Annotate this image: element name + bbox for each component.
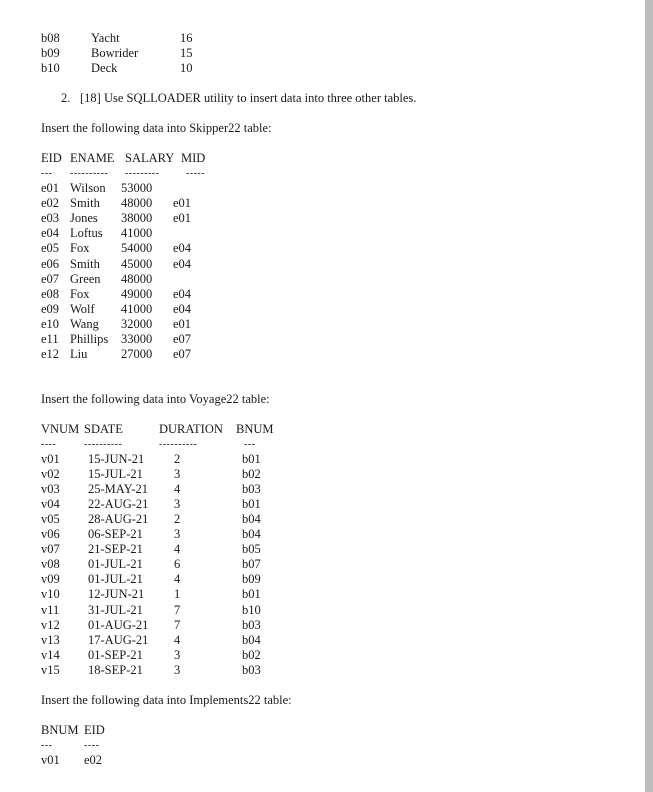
table-cell: b10 xyxy=(242,602,261,617)
table-cell: 1 xyxy=(174,587,181,602)
table-cell: e04 xyxy=(173,301,192,316)
table-cell: v07 xyxy=(41,542,60,557)
boat-type: Deck xyxy=(91,61,118,75)
column-header: VNUM xyxy=(41,422,80,436)
step-number: 2. xyxy=(61,91,71,105)
column-header: SALARY xyxy=(125,151,175,165)
table-cell: b01 xyxy=(242,452,261,466)
table-cell: Green xyxy=(70,271,101,286)
header-rule: --- xyxy=(41,740,53,751)
table-cell: v09 xyxy=(41,572,60,587)
table-cell: e01 xyxy=(173,211,192,226)
table-cell: 22-AUG-21 xyxy=(88,497,149,512)
table-cell: 3 xyxy=(174,467,181,482)
table-cell: b01 xyxy=(242,587,261,602)
table-cell: b09 xyxy=(242,572,261,587)
table-cell: b05 xyxy=(242,542,261,557)
column-header: DURATION xyxy=(159,422,223,436)
column-header: EID xyxy=(41,151,62,165)
header-rule: ---------- xyxy=(70,168,109,179)
table-cell: e10 xyxy=(41,316,60,331)
table-cell: 27000 xyxy=(121,347,153,362)
table-cell: Fox xyxy=(70,241,90,256)
table-cell: 01-AUG-21 xyxy=(88,617,149,632)
boat-value: 16 xyxy=(180,31,193,45)
table-cell: 18-SEP-21 xyxy=(88,662,143,677)
table-cell: 3 xyxy=(174,527,181,542)
table-cell: 3 xyxy=(174,497,181,512)
header-rule: ---- xyxy=(41,439,57,450)
table-cell: 4 xyxy=(174,572,181,587)
table-cell: b07 xyxy=(242,557,261,572)
table-cell: 15-JUN-21 xyxy=(88,452,145,466)
table-cell: 4 xyxy=(174,632,181,647)
column-header: ENAME xyxy=(70,151,115,165)
table-cell: b01 xyxy=(242,497,261,512)
table-cell: 33000 xyxy=(121,332,153,346)
table-cell: 17-AUG-21 xyxy=(88,632,149,647)
table-cell: v03 xyxy=(41,482,60,497)
table-cell: e04 xyxy=(173,256,192,271)
table-cell: e04 xyxy=(173,241,192,256)
table-cell: 32000 xyxy=(121,316,153,331)
boat-id: b09 xyxy=(41,46,60,60)
table-cell: 06-SEP-21 xyxy=(88,527,143,542)
table-cell: v01 xyxy=(41,753,60,767)
header-rule: ----- xyxy=(186,168,206,179)
table-cell: b04 xyxy=(242,632,261,647)
column-header: MID xyxy=(181,151,206,165)
table-cell: 45000 xyxy=(121,256,153,271)
table-cell: v08 xyxy=(41,557,60,572)
table-cell: e06 xyxy=(41,256,60,271)
table-cell: e01 xyxy=(41,181,60,195)
table-cell: v13 xyxy=(41,632,60,647)
table-cell: 4 xyxy=(174,542,181,557)
table-cell: Phillips xyxy=(70,332,109,346)
column-header: SDATE xyxy=(84,422,123,436)
table-cell: b03 xyxy=(242,482,261,497)
table-cell: Jones xyxy=(70,211,98,226)
table-cell: 28-AUG-21 xyxy=(88,512,149,527)
table-cell: 7 xyxy=(174,602,181,617)
table-cell: v15 xyxy=(41,662,60,677)
boat-value: 10 xyxy=(180,61,193,75)
table-cell: e07 xyxy=(173,347,192,362)
column-header: EID xyxy=(84,723,105,737)
table-cell: 38000 xyxy=(121,211,153,226)
table-cell: 48000 xyxy=(121,196,153,211)
table-cell: e09 xyxy=(41,301,60,316)
table-cell: v04 xyxy=(41,497,60,512)
table-cell: Wolf xyxy=(70,301,95,316)
table-cell: e02 xyxy=(84,753,103,767)
table-cell: 12-JUN-21 xyxy=(88,587,145,602)
column-header: BNUM xyxy=(41,723,79,737)
table-cell: 01-JUL-21 xyxy=(88,572,143,587)
table-cell: Wang xyxy=(70,316,99,331)
table-cell: e01 xyxy=(173,316,192,331)
boat-value: 15 xyxy=(180,46,193,60)
table-cell: 4 xyxy=(174,482,181,497)
table-cell: e04 xyxy=(173,286,192,301)
table-cell: e04 xyxy=(41,226,60,241)
skipper-intro: Insert the following data into Skipper22 table: xyxy=(41,121,272,135)
boat-id: b08 xyxy=(41,31,60,45)
table-cell: v05 xyxy=(41,512,60,527)
table-cell: 48000 xyxy=(121,271,153,286)
table-cell: e03 xyxy=(41,211,60,226)
table-cell: e08 xyxy=(41,286,60,301)
table-cell: 7 xyxy=(174,617,181,632)
step-text: [18] Use SQLLOADER utility to insert data into three other tables. xyxy=(80,91,417,105)
table-cell: b03 xyxy=(242,662,261,677)
table-cell: 2 xyxy=(174,512,181,527)
boat-id: b10 xyxy=(41,61,60,75)
table-cell: e07 xyxy=(41,271,60,286)
table-cell: e11 xyxy=(41,332,59,346)
table-cell: Smith xyxy=(70,196,100,211)
table-cell: v02 xyxy=(41,467,60,482)
header-rule: ---- xyxy=(84,740,100,751)
table-cell: 25-MAY-21 xyxy=(88,482,148,497)
table-cell: 3 xyxy=(174,647,181,662)
table-cell: 54000 xyxy=(121,241,153,256)
table-cell: v01 xyxy=(41,452,60,466)
boat-type: Bowrider xyxy=(91,46,139,60)
table-cell: 6 xyxy=(174,557,181,572)
table-cell: 41000 xyxy=(121,301,153,316)
table-cell: 3 xyxy=(174,662,181,677)
table-cell: Loftus xyxy=(70,226,103,241)
table-cell: b02 xyxy=(242,467,261,482)
header-rule: --- xyxy=(244,439,256,450)
table-cell: Smith xyxy=(70,256,100,271)
table-cell: Fox xyxy=(70,286,90,301)
table-cell: e02 xyxy=(41,196,60,211)
table-cell: v12 xyxy=(41,617,60,632)
boat-type: Yacht xyxy=(91,31,120,45)
table-cell: v11 xyxy=(41,602,60,617)
voyage-intro: Insert the following data into Voyage22 table: xyxy=(41,392,270,406)
table-cell: e07 xyxy=(173,332,192,346)
table-cell: v06 xyxy=(41,527,60,542)
header-rule: ---------- xyxy=(84,439,123,450)
table-cell: v14 xyxy=(41,647,60,662)
implements-intro: Insert the following data into Implements22 table: xyxy=(41,693,292,707)
table-cell: Liu xyxy=(70,347,88,362)
table-cell: e05 xyxy=(41,241,60,256)
table-cell: b04 xyxy=(242,512,261,527)
table-cell: b04 xyxy=(242,527,261,542)
column-header: BNUM xyxy=(236,422,274,436)
table-cell: e12 xyxy=(41,347,60,362)
table-cell: 01-SEP-21 xyxy=(88,647,143,662)
table-cell: b03 xyxy=(242,617,261,632)
table-cell: 31-JUL-21 xyxy=(88,602,143,617)
table-cell: 41000 xyxy=(121,226,153,241)
table-cell: e01 xyxy=(173,196,192,211)
table-cell: v10 xyxy=(41,587,60,602)
header-rule: --- xyxy=(41,168,53,179)
scrollbar[interactable] xyxy=(645,0,653,792)
table-cell: 53000 xyxy=(121,181,153,195)
table-cell: 49000 xyxy=(121,286,153,301)
table-cell: 21-SEP-21 xyxy=(88,542,143,557)
table-cell: Wilson xyxy=(70,181,106,195)
header-rule: --------- xyxy=(125,168,160,179)
table-cell: 01-JUL-21 xyxy=(88,557,143,572)
table-cell: 15-JUL-21 xyxy=(88,467,143,482)
table-cell: 2 xyxy=(174,452,181,466)
header-rule: ---------- xyxy=(159,439,198,450)
table-cell: b02 xyxy=(242,647,261,662)
